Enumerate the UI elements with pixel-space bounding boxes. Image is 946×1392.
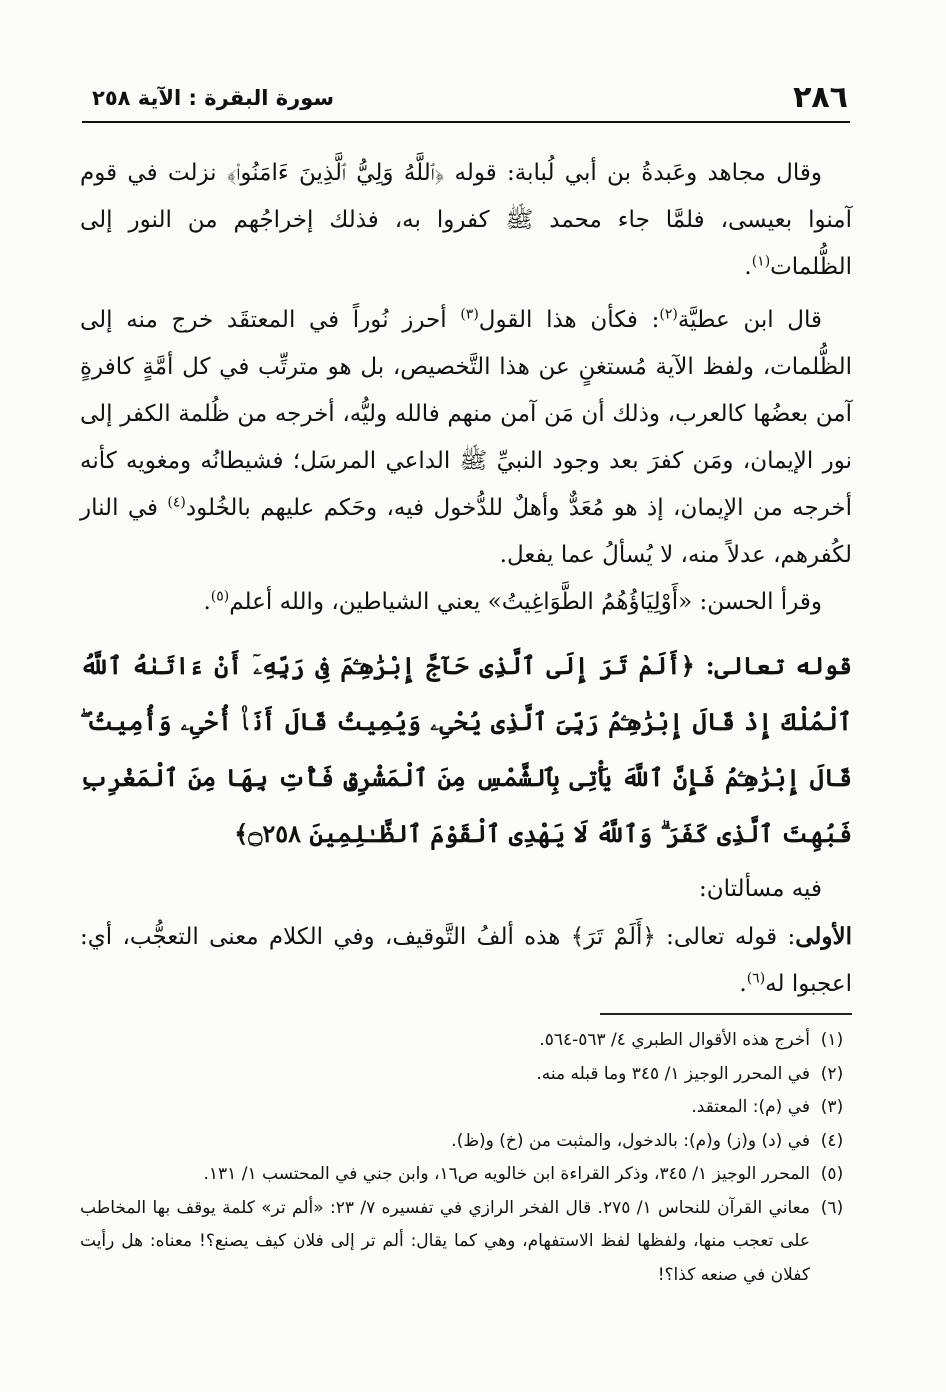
paragraph-hasan-reading: وقرأ الحسن: «أَوْلِيَاؤُهُمُ الطَّوَاغِيتُ» يعني الشياطين، والله أعلم$^{(٥)}$.: [203, 588, 822, 615]
main-text: [80, 150, 852, 1008]
footnotes: [80, 1024, 852, 1292]
footnote-ref: (٤): [167, 494, 186, 511]
paragraph-text: وقرأ الحسن: «أَوْلِيَاؤُهُمُ الطَّوَاغِيتُ» يعني الشياطين، والله أعلم: [229, 589, 822, 615]
footnote-number: (٤): [820, 1130, 844, 1151]
footnote-number: (٦): [820, 1197, 844, 1218]
paragraph-text: قال ابن عطيَّة: [677, 307, 823, 333]
footnote-text: معاني القرآن للنحاس ١/ ٢٧٥. قال الفخر الرازي في تفسيره ٧/ ٢٣: «ألم تر» كلمة يوقف بها المخاطب على تعجب منها، ولفظها لفظ الاستفهام، وهي كما يقال: ألم تر إلى فلان كيف يصنع؟! معناه: هل رأيت كفلان في صنعه كذا؟!: [80, 1197, 810, 1285]
footnote: [80, 1024, 852, 1058]
footnote-divider: [600, 1013, 852, 1015]
footnote: [80, 1192, 852, 1293]
footnote-ref: (٣): [460, 306, 479, 323]
footnote-text: أخرج هذه الأقوال الطبري ٤/ ٥٦٣-٥٦٤.: [539, 1030, 810, 1050]
footnote-text: في (د) و(ز) و(م): بالدخول، والمثبت من (خ) و(ظ).: [451, 1130, 810, 1151]
paragraph-text: : فكأن هذا القول: [478, 307, 660, 333]
footnote-ref: (١): [751, 253, 771, 270]
paragraph-mujahid: وقال مجاهد وعَبدةُ بن أبي لُبابة: قوله ﴿ٱللَّهُ وَلِيُّ ٱلَّذِينَ ءَامَنُوا۟﴾ نزلت في قوم آمنوا بعيسى، فلمَّا جاء محمد ﷺ كفروا به، فذلك إخراجُهم من النور إلى الظُّلمات$^{(١)}$.: [80, 160, 852, 280]
footnote: [80, 1058, 852, 1092]
footnote: [80, 1158, 852, 1192]
footnote-text: في المحرر الوجيز ١/ ٣٤٥ وما قبله منه.: [536, 1063, 810, 1084]
footnote: [80, 1125, 852, 1159]
paragraph-text: في النار لكُفرهم، عدلاً منه، لا يُسألُ عما يفعل.: [80, 495, 852, 568]
quran-verse: ﴿أَلَمْ تَرَ إِلَى ٱلَّذِى حَآجَّ إِبْرَٰهِـۧمَ فِى رَبِّهِۦٓ أَنْ ءَاتَىٰهُ ٱللَّهُ ٱلْمُلْكَ إِذْ قَالَ إِبْرَٰهِـۧمُ رَبِّىَ ٱلَّذِى يُحْىِۦ وَيُمِيتُ قَالَ أَنَا۠ أُحْىِۦ وَأُمِيتُ ۖ قَالَ إِبْرَٰهِـۧمُ فَإِنَّ ٱللَّهَ يَأْتِى بِٱلشَّمْسِ مِنَ ٱلْمَشْرِقِ فَأْتِ بِهَا مِنَ ٱلْمَغْرِبِ فَبُهِتَ ٱلَّذِى كَفَرَ ۗ وَٱللَّهُ لَا يَهْدِى ٱلْقَوْمَ ٱلظَّـٰلِمِينَ ۝٢٥٨﴾: [80, 651, 852, 848]
issues-heading: فيه مسألتان:: [698, 876, 822, 902]
verse-block: [80, 638, 852, 862]
footnote-ref: (٥): [210, 588, 230, 605]
header-divider: [82, 121, 850, 123]
first-issue-label: الأولى: [795, 923, 852, 950]
paragraph-text: وقال مجاهد وعَبدةُ بن أبي لُبابة: قوله ﴿ٱللَّهُ وَلِيُّ ٱلَّذِينَ ءَامَنُوا۟﴾ نزلت في قوم آمنوا بعيسى، فلمَّا جاء محمد ﷺ كفروا به، فذلك إخراجُهم من النور إلى الظُّلمات: [80, 160, 852, 280]
verse-intro: قوله تعالى:: [694, 651, 852, 680]
paragraph-text: أحرز نُوراً في المعتقَد خرج منه إلى الظُّلمات، ولفظ الآية مُستغنٍ عن هذا التَّخصيص، بل هو مترتِّب في كل أمَّةٍ كافرةٍ آمن بعضُها كالعرب، وذلك أن مَن آمن منهم فالله وليُّه، أخرجه من ظُلمة الكفر إلى نور الإيمان، ومَن كفرَ بعد وجود النبيِّ ﷺ الداعي المرسَل؛ فشيطانُه ومغويه كأنه أخرجه من الإيمان، إذ هو مُعَدٌّ وأهلٌ للدُّخول فيه، وحَكم عليهم بالخُلود: [80, 307, 852, 521]
footnote-number: (١): [820, 1030, 844, 1050]
paragraph-ibn-atiyya: [80, 297, 852, 579]
footnote: [80, 1091, 852, 1125]
footnote-ref: (٦): [746, 970, 766, 987]
footnote-number: (٥): [820, 1164, 844, 1184]
surah-title: سورة البقرة : الآية ٢٥٨: [92, 86, 335, 110]
paragraph-text: : قوله تعالى: ﴿أَلَمْ تَرَ﴾ هذه ألفُ التَّوقيف، وفي الكلام معنى التعجُّب، أي: اعجبوا له: [80, 924, 852, 997]
page-number: ٢٨٦: [793, 80, 848, 115]
footnote-text: في (م): المعتقد.: [691, 1097, 810, 1117]
footnote-number: (٢): [820, 1063, 844, 1084]
paragraph-first-issue: الأولى: قوله تعالى: ﴿أَلَمْ تَرَ﴾ هذه ألفُ التَّوقيف، وفي الكلام معنى التعجُّب، أي: اعجبوا له$^{(٦)}$.: [80, 923, 852, 997]
footnote-ref: (٢): [659, 306, 678, 323]
footnote-number: (٣): [820, 1097, 844, 1117]
footnote-text: المحرر الوجيز ١/ ٣٤٥، وذكر القراءة ابن خالويه ص١٦، وابن جني في المحتسب ١/ ١٣١.: [203, 1164, 810, 1184]
page-header: [82, 80, 850, 122]
